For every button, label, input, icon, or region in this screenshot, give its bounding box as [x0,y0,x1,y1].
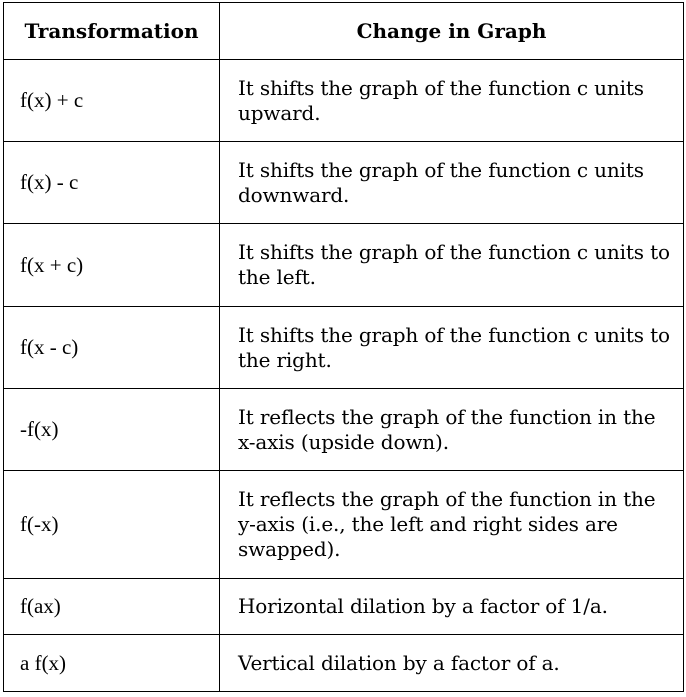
table-row [4,389,684,471]
transformations-table [3,2,684,692]
table-row [4,142,684,224]
change-cell: It reflects the graph of the function in the y-axis (i.e., the left and right sides are swapped). [220,471,684,579]
change-cell: Horizontal dilation by a factor of 1/a. [220,579,684,635]
change-cell: It reflects the graph of the function in the x-axis (upside down). [220,389,684,471]
header-change-in-graph: Change in Graph [220,3,684,60]
change-cell: It shifts the graph of the function c units downward. [220,142,684,224]
change-cell: It shifts the graph of the function c units to the left. [220,224,684,307]
transformation-cell: f(x) + c [4,60,220,142]
change-cell: Vertical dilation by a factor of a. [220,635,684,692]
table-row [4,471,684,579]
transformation-cell: f(x) - c [4,142,220,224]
change-cell: It shifts the graph of the function c units upward. [220,60,684,142]
table-row [4,635,684,692]
change-cell: It shifts the graph of the function c units to the right. [220,307,684,389]
table-header-row [4,3,684,60]
table-row [4,224,684,307]
header-transformation: Transformation [4,3,220,60]
transformation-cell: -f(x) [4,389,220,471]
table-row [4,579,684,635]
transformation-cell: f(x + c) [4,224,220,307]
transformation-cell: a f(x) [4,635,220,692]
transformation-cell: f(ax) [4,579,220,635]
transformation-cell: f(x - c) [4,307,220,389]
table-row [4,307,684,389]
transformation-cell: f(-x) [4,471,220,579]
table-row [4,60,684,142]
